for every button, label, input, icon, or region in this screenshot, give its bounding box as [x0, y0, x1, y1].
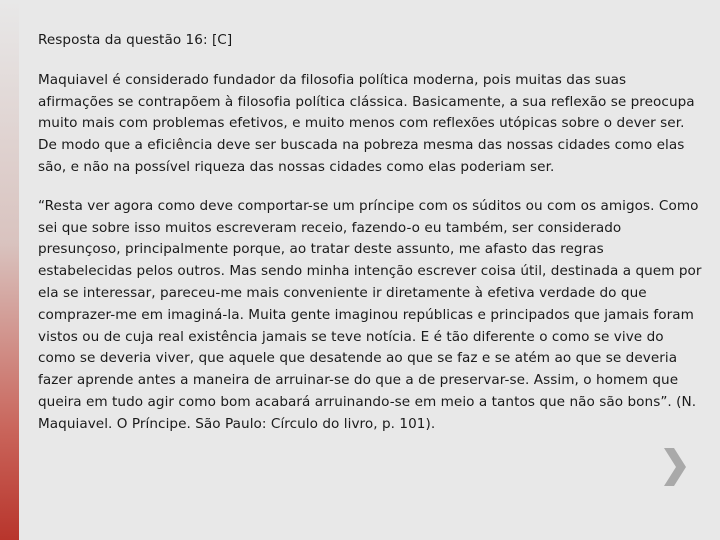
slide-content: [38, 30, 702, 436]
explanation-paragraph: Maquiavel é considerado fundador da filosofia política moderna, pois muitas das suas afirmações se contrapõem à filosofia política clássica. Basicamente, a sua reflexão se preocupa muito mais com problemas efetivos, e muito menos com reflexões utópicas sobre o dever ser. De modo que a eficiência deve ser buscada na pobreza mesma das nossas cidades como elas são, e não na possível riqueza das nossas cidades como elas poderiam ser.: [38, 71, 695, 175]
quote-paragraph: “Resta ver agora como deve comportar-se um príncipe com os súditos ou com os amigos. Como sei que sobre isso muitos escreveram receio, fazendo-o eu também, ser considerado presunçoso, principalmente porque, ao tratar deste assunto, me afasto das regras estabelecidas pelos outros. Mas sendo minha intenção escrever coisa útil, destinada a quem por ela se interessar, pareceu-me mais conveniente ir diretamente à efetiva verdade do que comprazer-me em imaginá-la. Muita gente imaginou repúblicas e principados que jamais foram vistos ou de cuja real existência jamais se teve notícia. E é tão diferente o como se vive do como se deveria viver, que aquele que desatende ao que se faz e se atém ao que se deveria fazer aprende antes a maneira de arruinar-se do que a de preservar-se. Assim, o homem que queira em tudo agir como bom acabará arruinando-se em meio a tantos que não são bons”. (N. Maquiavel. O Príncipe. São Paulo: Círculo do livro, p. 101).: [38, 197, 702, 432]
answer-line: Resposta da questão 16: [C]: [38, 32, 233, 48]
side-accent-bar: [0, 0, 19, 540]
chevron-right-icon: [662, 446, 688, 488]
next-slide-button[interactable]: [662, 446, 688, 488]
